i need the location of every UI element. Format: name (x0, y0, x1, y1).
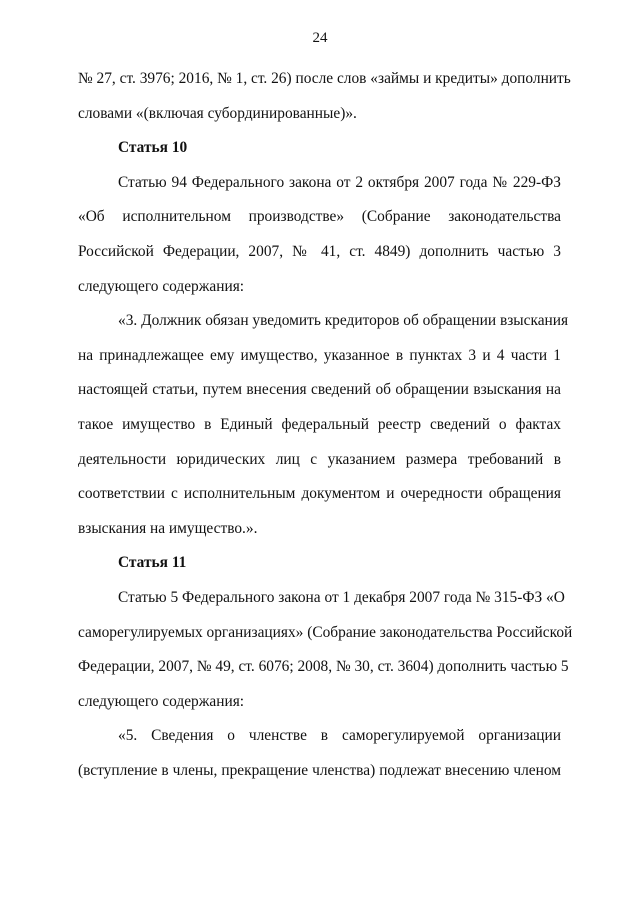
paragraph-continuation (78, 62, 571, 131)
text-line: деятельности юридических лиц с указанием размера требований в (78, 450, 561, 468)
text-line: «5. Сведения о членстве в саморегулируемой организации (118, 727, 561, 745)
text-line: следующего содержания: (78, 277, 245, 295)
text-line: саморегулируемых организациях» (Собрание законодательства Российской (78, 623, 573, 641)
paragraph-quote (78, 719, 561, 788)
text-line: Российской Федерации, 2007, № 41, ст. 4849) дополнить частью 3 (78, 242, 561, 260)
text-line: на принадлежащее ему имущество, указанное в пунктах 3 и 4 части 1 (78, 346, 561, 364)
article-heading: Статья 11 (118, 554, 187, 572)
page-number: 24 (312, 30, 328, 46)
paragraph (78, 166, 561, 304)
text-line: № 27, ст. 3976; 2016, № 1, ст. 26) после слов «займы и кредиты» дополнить (78, 70, 571, 87)
document-body (78, 62, 573, 788)
text-line: Статью 94 Федерального закона от 2 октября 2007 года № 229-ФЗ (118, 173, 561, 191)
text-line: Федерации, 2007, № 49, ст. 6076; 2008, № 30, ст. 3604) дополнить частью 5 (78, 658, 569, 676)
text-line: настоящей статьи, путем внесения сведений об обращении взыскания на (78, 381, 561, 399)
text-line: такое имущество в Единый федеральный реестр сведений о фактах (78, 415, 561, 433)
text-line: соответствии с исполнительным документом и очередности обращения (78, 485, 561, 503)
text-line: (вступление в члены, прекращение членства) подлежат внесению членом (78, 761, 561, 779)
text-line: «3. Должник обязан уведомить кредиторов об обращении взыскания (118, 312, 569, 330)
text-line: следующего содержания: (78, 692, 245, 710)
text-line: Статью 5 Федерального закона от 1 декабря 2007 года № 315-ФЗ «О (118, 588, 565, 606)
text-line: «Об исполнительном производстве» (Собрание законодательства (78, 208, 561, 226)
text-line: словами «(включая субординированные)». (78, 104, 357, 122)
text-line: взыскания на имущество.». (78, 519, 258, 537)
paragraph (78, 581, 573, 719)
article-heading: Статья 10 (118, 139, 188, 157)
paragraph-quote (78, 304, 569, 546)
